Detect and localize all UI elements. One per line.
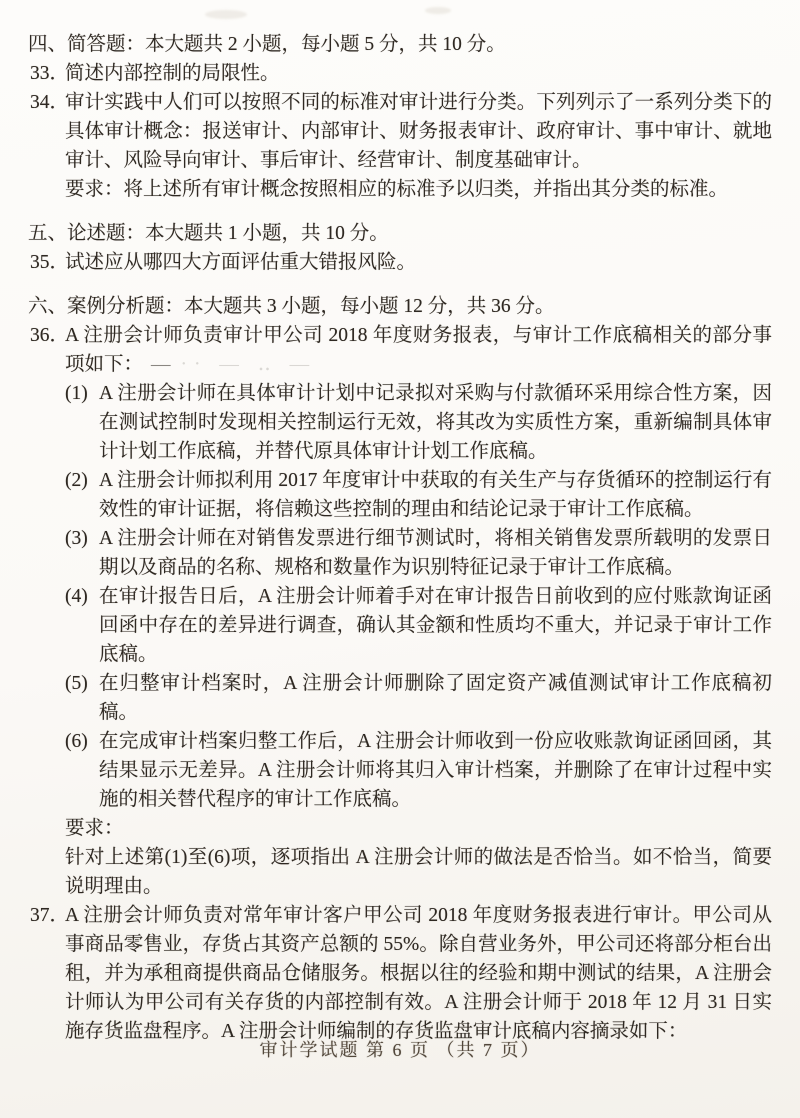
section-heading: 六、案例分析题：本大题共 3 小题，每小题 12 分，共 36 分。	[28, 296, 555, 317]
question-36	[28, 321, 772, 901]
question-number: 36．	[30, 325, 70, 346]
scan-smudge	[205, 10, 247, 19]
footer-text: 审计学试题 第 6 页 （共 7 页）	[259, 1040, 541, 1060]
faint-scan-marks: ·· ― ‥ ―	[180, 354, 317, 375]
section-essay	[28, 219, 772, 277]
item-marker: (6)	[65, 731, 88, 752]
scan-smudge	[425, 7, 451, 14]
question-text: 简述内部控制的局限性。	[65, 63, 280, 84]
item-marker: (1)	[65, 383, 88, 404]
section-gap	[28, 277, 772, 292]
case-item-list	[65, 379, 772, 814]
case-item-6	[65, 727, 772, 814]
item-marker: (2)	[65, 470, 88, 491]
question-number: 35．	[30, 252, 70, 273]
section-heading: 五、论述题：本大题共 1 小题，共 10 分。	[28, 223, 389, 244]
question-34	[28, 88, 772, 204]
question-number: 37．	[30, 905, 70, 926]
requirement-label: 要求：	[65, 818, 124, 839]
item-marker: (3)	[65, 528, 88, 549]
item-text: A 注册会计师拟利用 2017 年度审计中获取的有关生产与存货循环的控制运行有效性的审计证据，将信赖这些控制的理由和结论记录于审计工作底稿。	[99, 470, 772, 520]
section-short-answer	[28, 30, 772, 204]
question-number: 33．	[30, 63, 70, 84]
question-intro-text: A 注册会计师负责审计甲公司 2018 年度财务报表，与审计工作底稿相关的部分事项如下：	[65, 325, 772, 375]
section-gap	[28, 204, 772, 219]
question-requirement: 要求：将上述所有审计概念按照相应的标准予以归类，并指出其分类的标准。	[65, 179, 729, 200]
question-text: 试述应从哪四大方面评估重大错报风险。	[65, 252, 417, 273]
question-text: A 注册会计师负责对常年审计客户甲公司 2018 年度财务报表进行审计。甲公司从事商品零售业，存货占其资产总额的 55%。除自营业务外，甲公司还将部分柜台出租，并为承租商提供商品仓储服务。根据以往的经验和期中测试的结果，A 注册会计师认为甲公司有关存货的内部控制有效。A 注册会计师于 2018 年 12 月 31 日实施存货监盘程序。A 注册会计师编制的存货监盘审计底稿内容摘录如下：	[65, 905, 772, 1042]
item-text: A 注册会计师在具体审计计划中记录拟对采购与付款循环采用综合性方案，因在测试控制时发现相关控制运行无效，将其改为实质性方案，重新编制具体审计计划工作底稿，并替代原具体审计计划工作底稿。	[99, 383, 772, 462]
page-footer	[0, 1036, 800, 1065]
item-marker: (5)	[65, 673, 88, 694]
case-item-2	[65, 466, 772, 524]
case-item-3	[65, 524, 772, 582]
question-text: 审计实践中人们可以按照不同的标准对审计进行分类。下列列示了一系列分类下的具体审计概念：报送审计、内部审计、财务报表审计、政府审计、事中审计、就地审计、风险导向审计、事后审计、经营审计、制度基础审计。	[65, 92, 772, 171]
item-text: 在审计报告日后，A 注册会计师着手对在审计报告日前收到的应付账款询证函回函中存在的差异进行调查，确认其金额和性质均不重大，并记录于审计工作底稿。	[99, 586, 772, 665]
case-item-1	[65, 379, 772, 466]
handwritten-dash-mark: —	[151, 354, 171, 375]
question-35	[28, 248, 772, 277]
item-marker: (4)	[65, 586, 88, 607]
question-number: 34．	[30, 92, 70, 113]
question-33	[28, 59, 772, 88]
question-37	[28, 901, 772, 1046]
item-text: 在归整审计档案时，A 注册会计师删除了固定资产减值测试审计工作底稿初稿。	[99, 673, 772, 723]
item-text: 在完成审计档案归整工作后，A 注册会计师收到一份应收账款询证函回函，其结果显示无差异。A 注册会计师将其归入审计档案，并删除了在审计过程中实施的相关替代程序的审计工作底稿。	[99, 731, 772, 810]
requirement-text: 针对上述第(1)至(6)项，逐项指出 A 注册会计师的做法是否恰当。如不恰当，简要说明理由。	[65, 847, 772, 897]
case-item-4	[65, 582, 772, 669]
case-item-5	[65, 669, 772, 727]
question-text	[65, 321, 772, 379]
section-case-analysis	[28, 292, 772, 1046]
item-text: A 注册会计师在对销售发票进行细节测试时，将相关销售发票所载明的发票日期以及商品的名称、规格和数量作为识别特征记录于审计工作底稿。	[99, 528, 772, 578]
section-heading: 四、简答题：本大题共 2 小题，每小题 5 分，共 10 分。	[28, 34, 506, 55]
